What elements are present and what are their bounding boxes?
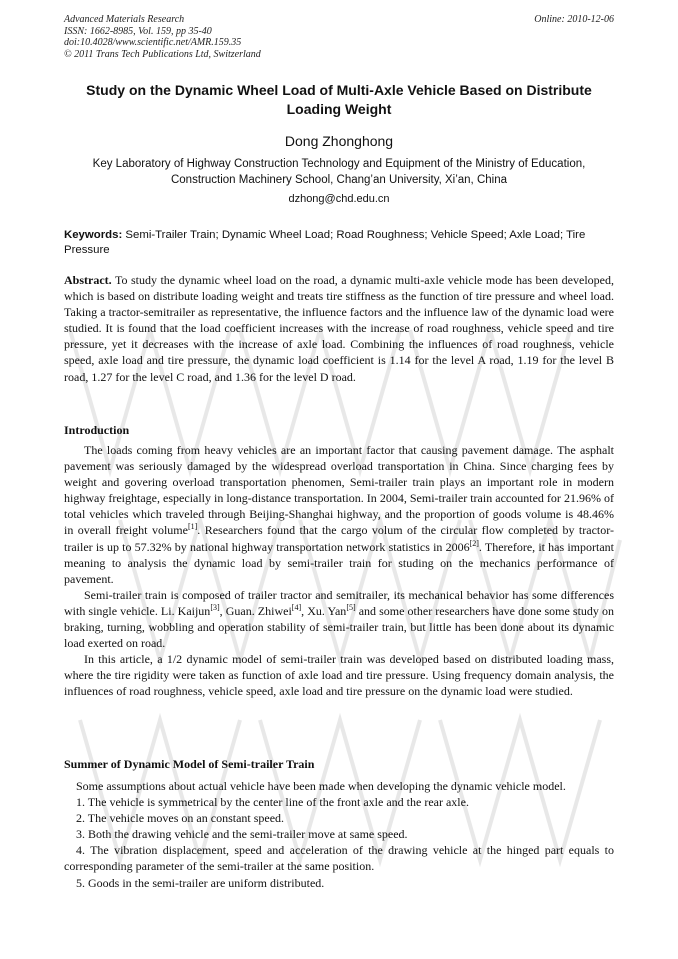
intro-p1-text-a: The loads coming from heavy vehicles are an important factor that causing pavement damage. The asphalt pavement was seriously damaged by the widespread overload transportation in China. Since charging fees by weight and govering overload transportation phenomen, Semi-trailer train plays an important role in modern highway freightage, especially in long-distance transportation. In 2004, Semi-trailer train accounted for 21.96% of total vehicles which traveled through Beijing-Shanghai highway, and the proportion of goods volume is 48.46% in overall freight volume [64,443,614,538]
journal-header [64,14,484,60]
journal-name: Advanced Materials Research [64,14,185,25]
assumption-item: 3. Both the drawing vehicle and the semi-trailer move at same speed. [76,827,408,842]
intro-paragraph-3: In this article, a 1/2 dynamic model of semi-trailer train was developed based on distributed loading mass, where the tire rigidity were taken as function of axle load and tire pressure. Using frequency domain analysis, the influences of road roughness, vehicle speed, axle load and tire pressure on the dynamic load were studied. [64,652,614,699]
assumption-item: 4. The vibration displacement, speed and acceleration of the drawing vehicle at the hinged part equals to corresponding parameter of the semi-trailer at the same position. [64,843,614,874]
keywords-block [64,228,614,258]
paper-title: Study on the Dynamic Wheel Load of Multi-Axle Vehicle Based on Distribute Loading Weight [86,82,592,117]
assumption-item: 2. The vehicle moves on an constant speed. [76,811,285,826]
intro-p2-text-a: Semi-trailer train is composed of trailer tractor and semitrailer, its mechanical behavior has some differences with single vehicle. Li. Kaijun [64,587,614,618]
model-section-heading: Summer of Dynamic Model of Semi-trailer Train [64,757,315,771]
introduction-heading: Introduction [64,423,130,437]
doi-line: doi:10.4028/www.scientific.net/AMR.159.35 [64,37,242,48]
citation-ref-2: [2] [469,538,479,548]
affiliation-line-1: Key Laboratory of Highway Construction Technology and Equipment of the Ministry of Education, [92,158,586,170]
citation-ref-1: [1] [187,522,198,532]
affiliation-line-2: Construction Machinery School, Chang’an University, Xi’an, China [170,174,507,186]
abstract-block [64,272,614,385]
intro-paragraph-2 [64,587,614,651]
model-intro-paragraph: Some assumptions about actual vehicle have been made when developing the dynamic vehicle model. [76,779,566,793]
paper-author: Dong Zhonghong [284,133,394,149]
abstract-label: Abstract. [64,273,112,287]
citation-ref-3: [3] [210,602,220,612]
model-section-body [64,778,614,891]
author-email: dzhong@chd.edu.cn [288,193,390,205]
keywords-label: Keywords: [64,229,123,241]
introduction-body [64,442,614,700]
intro-p1-text-c: . Therefore, it has important meaning to analysis the dynamic load by semi-trailer train for studing on the mechanics performance of pavement. [64,539,614,586]
citation-ref-5: [5] [346,602,356,612]
intro-p2-text-d: and some other researchers have done some study on braking, turning, wobbling and operation stability of semi-trailer train, but little has been done about its dynamic load exerted on road. [64,603,614,651]
intro-p1-text-b: . Researchers found that the cargo volum of the circular flow completed by tractor-trailer is up to 57.32% by national highway transportation network statistics in 2006 [64,523,614,554]
intro-paragraph-1 [64,442,614,587]
assumption-item: 5. Goods in the semi-trailer are uniform distributed. [76,875,325,890]
citation-ref-4: [4] [291,602,302,612]
assumption-item: 1. The vehicle is symmetrical by the center line of the front axle and the rear axle. [76,795,469,810]
online-date: Online: 2010-12-06 [534,14,614,25]
keywords-text: Semi-Trailer Train; Dynamic Wheel Load; Road Roughness; Vehicle Speed; Axle Load; Tire Pressure [64,229,586,256]
abstract-text: To study the dynamic wheel load on the road, a dynamic multi-axle vehicle mode has been developed, which is based on distribute loading weight and treats tire stiffness as the function of tire pressure and wheel load. Taking a tractor-semitrailer as representative, the influence factors and the influence law of the dynamic load were studied. It is found that the load coefficient increases with the increase of road roughness, vehicle speed and tire pressure, yet it decreases with the increase of axle load. Combining the influences of road roughness, vehicle speed, axle load and tire pressure, the dynamic load coefficient is 1.14 for the level A road, 1.19 for the level B road, 1.27 for the level C road, and 1.36 for the level D road. [64,273,614,384]
author-affiliation [58,156,620,188]
intro-p2-text-b: , Guan. Zhiwei [219,603,292,618]
issn-line: ISSN: 1662-8985, Vol. 159, pp 35-40 [64,25,212,37]
copyright-line: © 2011 Trans Tech Publications Ltd, Switzerland [64,48,261,60]
intro-p2-text-c: , Xu. Yan [301,603,347,618]
